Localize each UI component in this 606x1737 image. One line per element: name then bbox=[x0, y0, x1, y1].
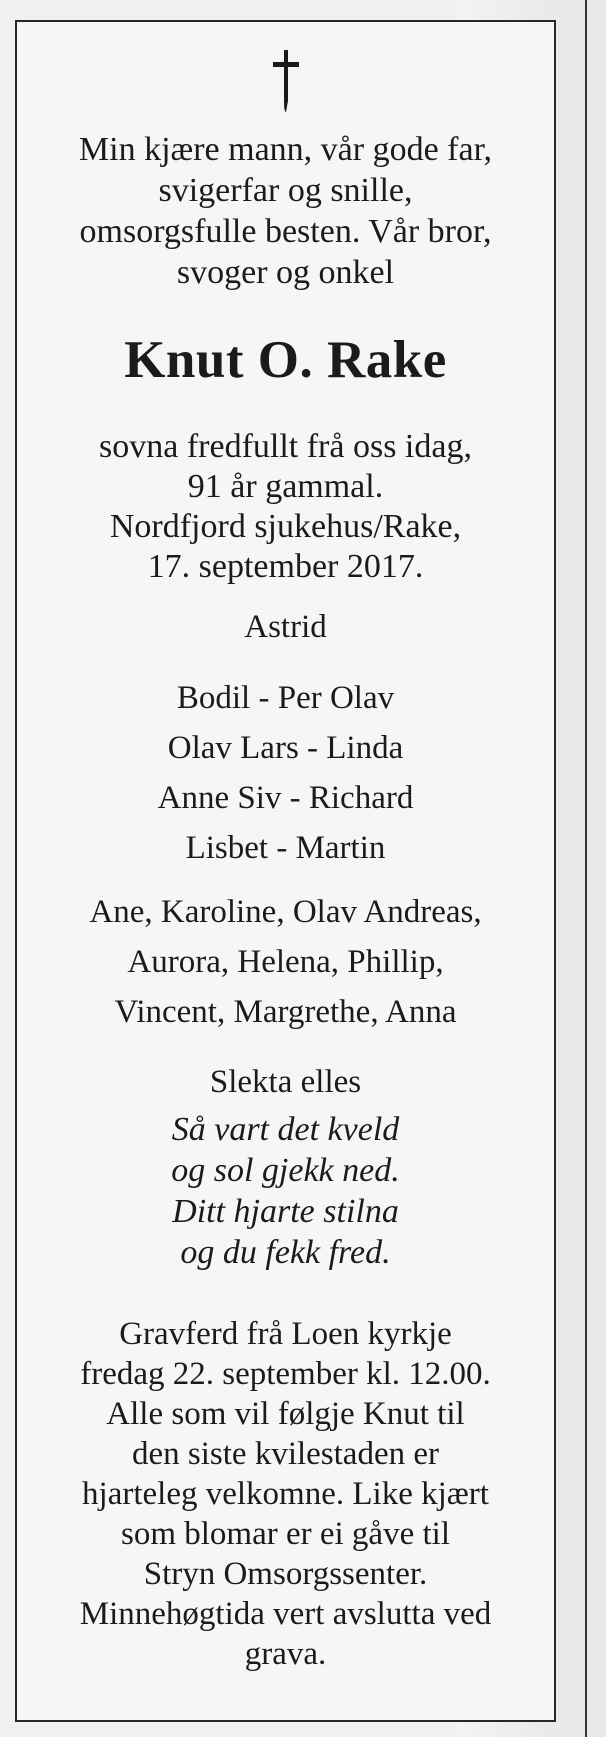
list-item: Ane, Karoline, Olav Andreas, bbox=[89, 894, 482, 930]
relatives-block bbox=[17, 1062, 554, 1102]
column-rule bbox=[585, 0, 587, 1737]
poem-line: Så vart det kveld bbox=[171, 1111, 400, 1148]
list-item: Lisbet - Martin bbox=[185, 830, 386, 866]
intro-text bbox=[17, 129, 554, 293]
poem-line: og du fekk fred. bbox=[180, 1234, 391, 1271]
funeral-line: Alle som vil følgje Knut til bbox=[106, 1396, 465, 1432]
poem-line: Ditt hjarte stilna bbox=[172, 1193, 399, 1230]
intro-line: Min kjære mann, vår gode far, bbox=[78, 131, 493, 168]
grandchildren-list bbox=[17, 887, 554, 1037]
latin-cross-icon bbox=[268, 46, 304, 116]
relatives-text: Slekta elles bbox=[209, 1064, 362, 1100]
passing-line: Nordfjord sjukehus/Rake, bbox=[109, 508, 462, 545]
obituary-notice bbox=[15, 20, 556, 1722]
list-item: Bodil - Per Olav bbox=[176, 680, 395, 716]
intro-line: svigerfar og snille, bbox=[158, 172, 413, 209]
intro-line: svoger og onkel bbox=[176, 254, 395, 291]
list-item: Aurora, Helena, Phillip, bbox=[127, 944, 444, 980]
poem-line: og sol gjekk ned. bbox=[171, 1152, 400, 1189]
passing-line: 91 år gammal. bbox=[187, 468, 384, 505]
deceased-name: Knut O. Rake bbox=[124, 331, 447, 389]
funeral-info bbox=[17, 1314, 554, 1674]
passing-text bbox=[17, 427, 554, 587]
funeral-line: Gravferd frå Loen kyrkje bbox=[119, 1316, 452, 1352]
funeral-line: grava. bbox=[244, 1636, 327, 1672]
widow-name: Astrid bbox=[244, 609, 327, 645]
name-block bbox=[17, 330, 554, 390]
widow-block bbox=[17, 607, 554, 647]
funeral-line: hjarteleg velkomne. Like kjært bbox=[82, 1476, 489, 1512]
funeral-line: som blomar er ei gåve til bbox=[121, 1516, 450, 1552]
list-item: Vincent, Margrethe, Anna bbox=[114, 994, 457, 1030]
passing-line: 17. september 2017. bbox=[147, 548, 424, 585]
funeral-line: den siste kvilestaden er bbox=[132, 1436, 439, 1472]
memorial-poem bbox=[17, 1109, 554, 1273]
intro-line: omsorgsfulle besten. Vår bror, bbox=[79, 213, 492, 250]
funeral-line: fredag 22. september kl. 12.00. bbox=[80, 1356, 491, 1392]
children-list bbox=[17, 673, 554, 873]
funeral-line: Stryn Omsorgssenter. bbox=[143, 1556, 428, 1592]
passing-line: sovna fredfullt frå oss idag, bbox=[99, 428, 472, 465]
list-item: Olav Lars - Linda bbox=[167, 730, 404, 766]
funeral-line: Minnehøgtida vert avslutta ved bbox=[79, 1596, 492, 1632]
list-item: Anne Siv - Richard bbox=[157, 780, 414, 816]
